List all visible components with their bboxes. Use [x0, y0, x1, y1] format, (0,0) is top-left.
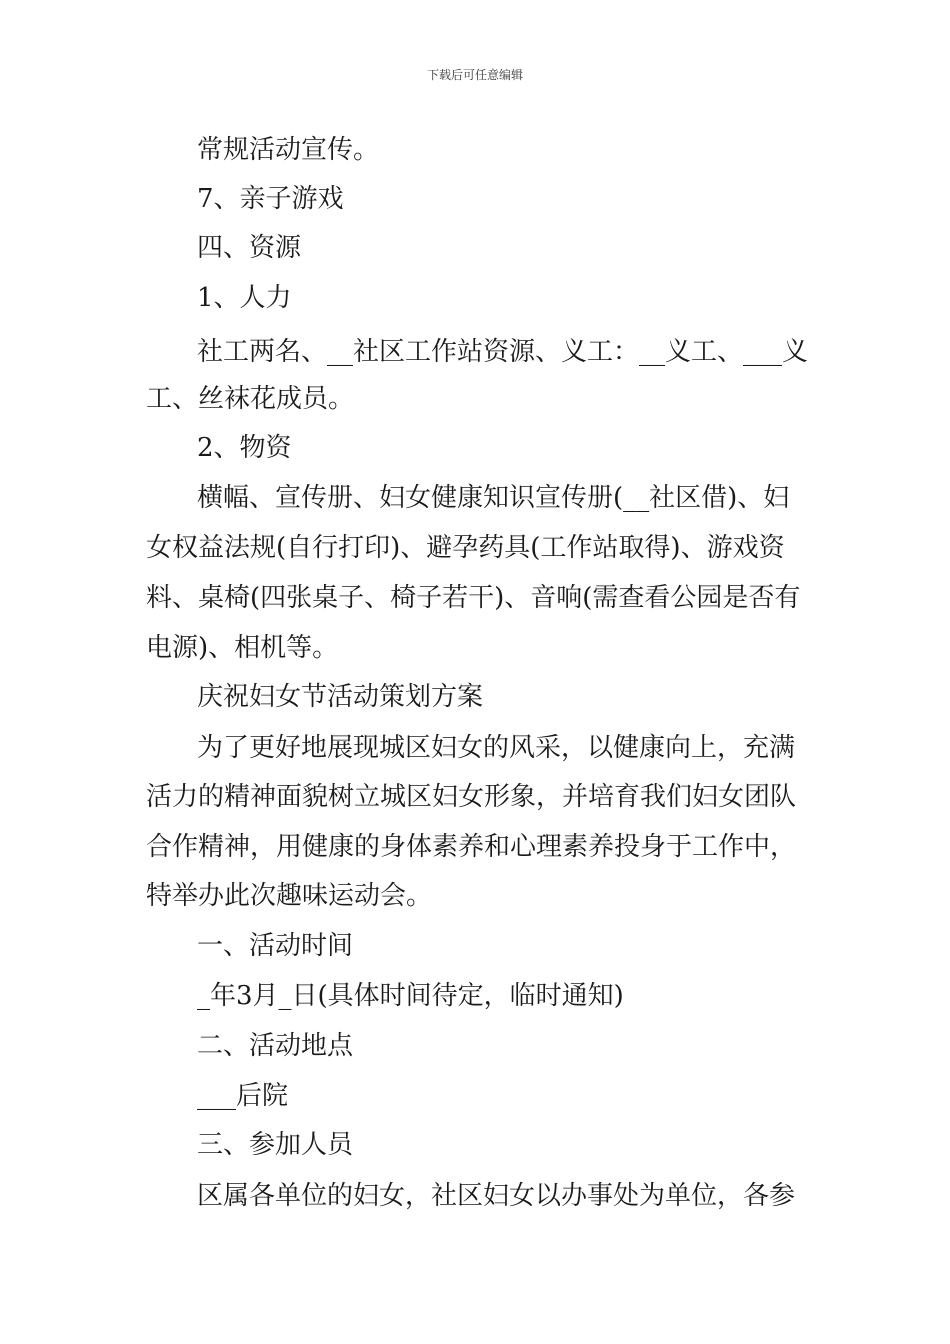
section-heading: 四、资源 — [197, 233, 302, 263]
text-line: 工、丝袜花成员。 — [146, 384, 355, 414]
page-header: 下载后可任意编辑 — [426, 68, 523, 82]
text-line: 特举办此次趣味运动会。 — [146, 881, 433, 911]
text-line: 横幅、宣传册、妇女健康知识宣传册(__社区借)、妇 — [197, 483, 790, 513]
text-line: 合作精神，用健康的身体素养和心理素养投身于工作中， — [146, 832, 797, 862]
list-item: 7、亲子游戏 — [197, 184, 344, 214]
text-line: 常规活动宣传。 — [197, 135, 380, 165]
section-heading: 二、活动地点 — [197, 1031, 354, 1061]
section-heading: 一、活动时间 — [197, 931, 354, 961]
text-line: ___后院 — [197, 1081, 289, 1111]
text-line: _年3月_日(具体时间待定，临时通知) — [197, 981, 624, 1011]
text-line: 活力的精神面貌树立城区妇女形象，并培育我们妇女团队 — [146, 782, 797, 812]
document-title: 庆祝妇女节活动策划方案 — [197, 682, 484, 712]
subsection-heading: 2、物资 — [197, 433, 292, 463]
text-line: 料、桌椅(四张桌子、椅子若干)、音响(需查看公园是否有 — [146, 583, 801, 613]
text-line: 社工两名、__社区工作站资源、义工：__义工、___义 — [197, 337, 809, 367]
subsection-heading: 1、人力 — [197, 283, 292, 313]
text-line: 为了更好地展现城区妇女的风采，以健康向上，充满 — [197, 733, 796, 763]
text-line: 区属各单位的妇女，社区妇女以办事处为单位，各参 — [197, 1181, 796, 1211]
section-heading: 三、参加人员 — [197, 1130, 354, 1160]
text-line: 女权益法规(自行打印)、避孕药具(工作站取得)、游戏资 — [146, 533, 785, 563]
text-line: 电源)、相机等。 — [146, 633, 339, 663]
